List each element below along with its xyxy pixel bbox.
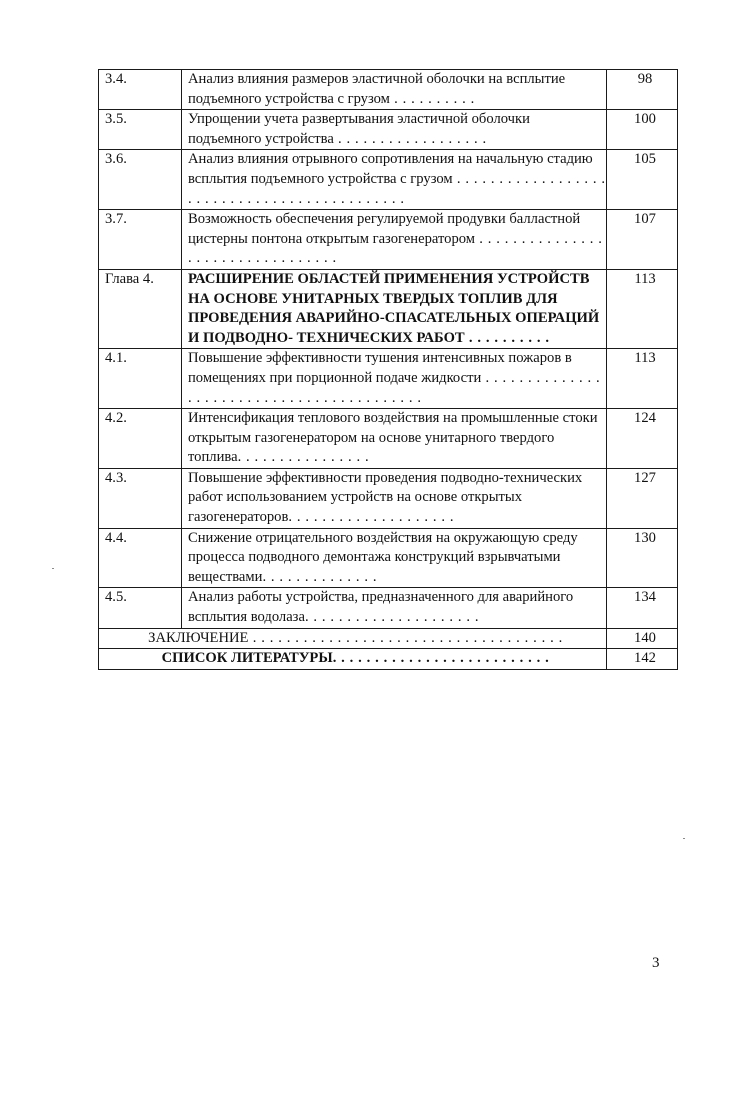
- chapter-number: Глава 4.: [99, 269, 182, 348]
- page-ref: 124: [607, 409, 678, 469]
- leader-dots: . . . . . . . . . . . . . . . . . . . .: [288, 509, 455, 526]
- page-number: 3: [652, 955, 660, 971]
- page-ref: 142: [607, 649, 678, 670]
- toc-row: [99, 588, 678, 628]
- section-number: 4.3.: [99, 468, 182, 528]
- section-title-text: Интенсификация теплового воздействия на промышленные стоки открытым газогенератором на основе унитарного твердого топлива: [188, 410, 598, 466]
- leader-dots: . . . . . . . . . . . . . . . . . .: [333, 130, 487, 147]
- toc-row: [99, 409, 678, 469]
- section-title: [182, 210, 607, 270]
- leader-dots: . . . . . . . . . . . . . . . . . . . . . . . . . . . . . . . . . . . . . . . . . .: [188, 369, 601, 406]
- page-ref: 140: [607, 628, 678, 649]
- section-title: [182, 70, 607, 110]
- section-number: 3.5.: [99, 110, 182, 150]
- page-ref: 113: [607, 349, 678, 409]
- leader-dots: . . . . . . . . . . . . . . . . . . . . . . . . . .: [332, 650, 550, 667]
- section-title-text: Повышение эффективности проведения подводно-технических работ использованием устройств на основе открытых газогенераторов: [188, 469, 583, 526]
- references-title: [99, 649, 607, 670]
- conclusion-title: [99, 628, 607, 649]
- section-title-text: Возможность обеспечения регулируемой продувки балластной цистерны понтона открытым газогенератором: [188, 211, 581, 247]
- leader-dots: . . . . . . . . . . . . . . . . . . . . . . . . . . . . . . . . .: [188, 230, 603, 267]
- chapter-title-text: РАСШИРЕНИЕ ОБЛАСТЕЙ ПРИМЕНЕНИЯ УСТРОЙСТВ НА ОСНОВЕ УНИТАРНЫХ ТВЕРДЫХ ТОПЛИВ ДЛЯ ПРОВЕДЕНИЯ АВАРИЙНО-СПАСАТЕЛЬНЫХ ОПЕРАЦИЙ И ПОДВОДНО- ТЕХНИЧЕСКИХ РАБОТ: [188, 270, 600, 346]
- toc-row: [99, 468, 678, 528]
- leader-dots: . . . . . . . . . . . . . . . .: [237, 449, 370, 466]
- section-title-text: Анализ влияния отрывного сопротивления на начальную стадию всплытия подъемного устройства с грузом: [188, 151, 593, 187]
- section-title-text: Повышение эффективности тушения интенсивных пожаров в помещениях при порционной подаче жидкости: [188, 350, 572, 386]
- toc-row: [99, 150, 678, 210]
- toc-row-chapter: [99, 269, 678, 348]
- page-ref: 113: [607, 269, 678, 348]
- chapter-title: [182, 269, 607, 348]
- page-ref: 98: [607, 70, 678, 110]
- section-title-text: Снижение отрицательного воздействия на окружающую среду процесса подводного демонтажа конструкций взрывчатыми веществами: [188, 529, 578, 585]
- scan-speck: [683, 838, 685, 839]
- section-title: [182, 588, 607, 628]
- section-title-text: Анализ влияния размеров эластичной оболочки на всплытие подъемного устройства с грузом: [188, 71, 566, 107]
- section-title: [182, 468, 607, 528]
- scan-speck: [52, 568, 54, 569]
- page-ref: 130: [607, 528, 678, 588]
- section-title-text: Анализ работы устройства, предназначенного для аварийного всплытия водолаза: [188, 589, 574, 626]
- toc-row-conclusion: [99, 628, 678, 649]
- table-of-contents: [98, 69, 678, 670]
- leader-dots: . . . . . . . . . . . . . .: [262, 568, 378, 585]
- toc-row: [99, 349, 678, 409]
- section-number: 4.1.: [99, 349, 182, 409]
- toc-row: [99, 210, 678, 270]
- leader-dots: . . . . . . . . . . . . . . . . . . . . . . . . . . . . . . . . . . . . . . . . . . . .: [188, 170, 606, 207]
- section-number: 4.5.: [99, 588, 182, 628]
- page-ref: 127: [607, 468, 678, 528]
- page-ref: 100: [607, 110, 678, 150]
- section-title: [182, 349, 607, 409]
- section-title: [182, 528, 607, 588]
- section-number: 4.4.: [99, 528, 182, 588]
- section-number: 3.4.: [99, 70, 182, 110]
- references-title-text: СПИСОК ЛИТЕРАТУРЫ: [161, 650, 333, 667]
- page-ref: 107: [607, 210, 678, 270]
- section-title-text: Упрощении учета развертывания эластичной оболочки подъемного устройства: [188, 111, 530, 147]
- section-title: [182, 409, 607, 469]
- leader-dots: . . . . . . . . . . . . . . . . . . . . . . . . . . . . . . . . . . . . .: [248, 629, 563, 646]
- toc-row: [99, 70, 678, 110]
- page-ref: 105: [607, 150, 678, 210]
- leader-dots: . . . . . . . . . .: [464, 329, 550, 346]
- toc-row-references: [99, 649, 678, 670]
- conclusion-title-text: ЗАКЛЮЧЕНИЕ: [148, 629, 249, 646]
- toc-row: [99, 110, 678, 150]
- section-title: [182, 110, 607, 150]
- leader-dots: . . . . . . . . . .: [389, 90, 475, 107]
- page-ref: 134: [607, 588, 678, 628]
- toc-row: [99, 528, 678, 588]
- leader-dots: . . . . . . . . . . . . . . . . . . . . .: [304, 609, 480, 626]
- section-number: 3.7.: [99, 210, 182, 270]
- section-number: 3.6.: [99, 150, 182, 210]
- section-number: 4.2.: [99, 409, 182, 469]
- section-title: [182, 150, 607, 210]
